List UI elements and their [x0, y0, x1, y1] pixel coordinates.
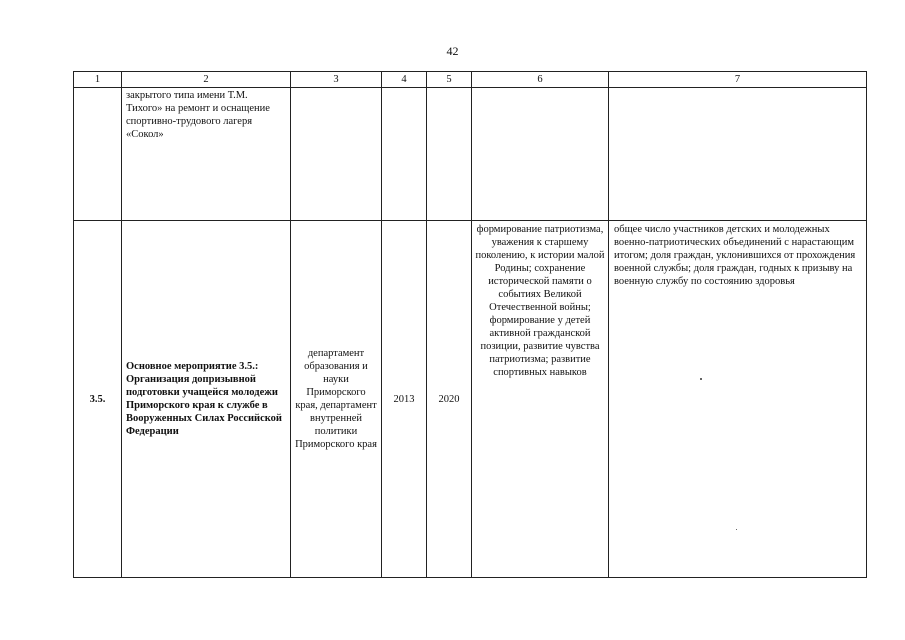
- col-header-4: 4: [382, 72, 427, 88]
- cell-number: 3.5.: [74, 221, 122, 578]
- cell-indicators: [609, 88, 867, 221]
- col-header-5: 5: [427, 72, 472, 88]
- page-number: 42: [446, 44, 459, 58]
- program-table: [73, 71, 867, 578]
- cell-year-start: 2013: [382, 221, 427, 578]
- cell-year-end: [427, 88, 472, 221]
- cell-indicators: [609, 221, 867, 578]
- table-row: [74, 221, 867, 578]
- table-row: [74, 88, 867, 221]
- col-header-6: 6: [472, 72, 609, 88]
- cell-result: формирование патриотизма, уважения к старшему поколению, к истории малой Родины; сохранение исторической памяти о событиях Великой Отечественной войны; формирование у детей активной гражданской позиции, развитие чувства патриотизма; развитие спортивных навыков: [472, 221, 609, 578]
- cell-activity-name: закрытого типа имени Т.М. Тихого» на ремонт и оснащение спортивно-трудового лагеря «Сокол»: [122, 88, 291, 221]
- cell-activity-name: Основное мероприятие 3.5.: Организация допризывной подготовки учащейся молодежи Приморского края к службе в Вооруженных Силах Российской Федерации: [122, 221, 291, 578]
- indicators-text: общее число участников детских и молодежных военно-патриотических объединений с нарастающим итогом; доля граждан, уклонившихся от прохождения военной службы; доля граждан, годных к призыву на военную службу по состоянию здоровья: [614, 224, 856, 287]
- col-header-3: 3: [291, 72, 382, 88]
- scan-speck: [700, 378, 702, 380]
- cell-number: [74, 88, 122, 221]
- col-header-2: 2: [122, 72, 291, 88]
- scan-speck: [736, 529, 737, 530]
- cell-result: [472, 88, 609, 221]
- col-header-1: 1: [74, 72, 122, 88]
- cell-year-start: [382, 88, 427, 221]
- cell-executor: [291, 88, 382, 221]
- col-header-7: 7: [609, 72, 867, 88]
- cell-year-end: 2020: [427, 221, 472, 578]
- table-header-row: [74, 72, 867, 88]
- cell-executor: департамент образования и науки Приморского края, департамент внутренней политики Приморского края: [291, 221, 382, 578]
